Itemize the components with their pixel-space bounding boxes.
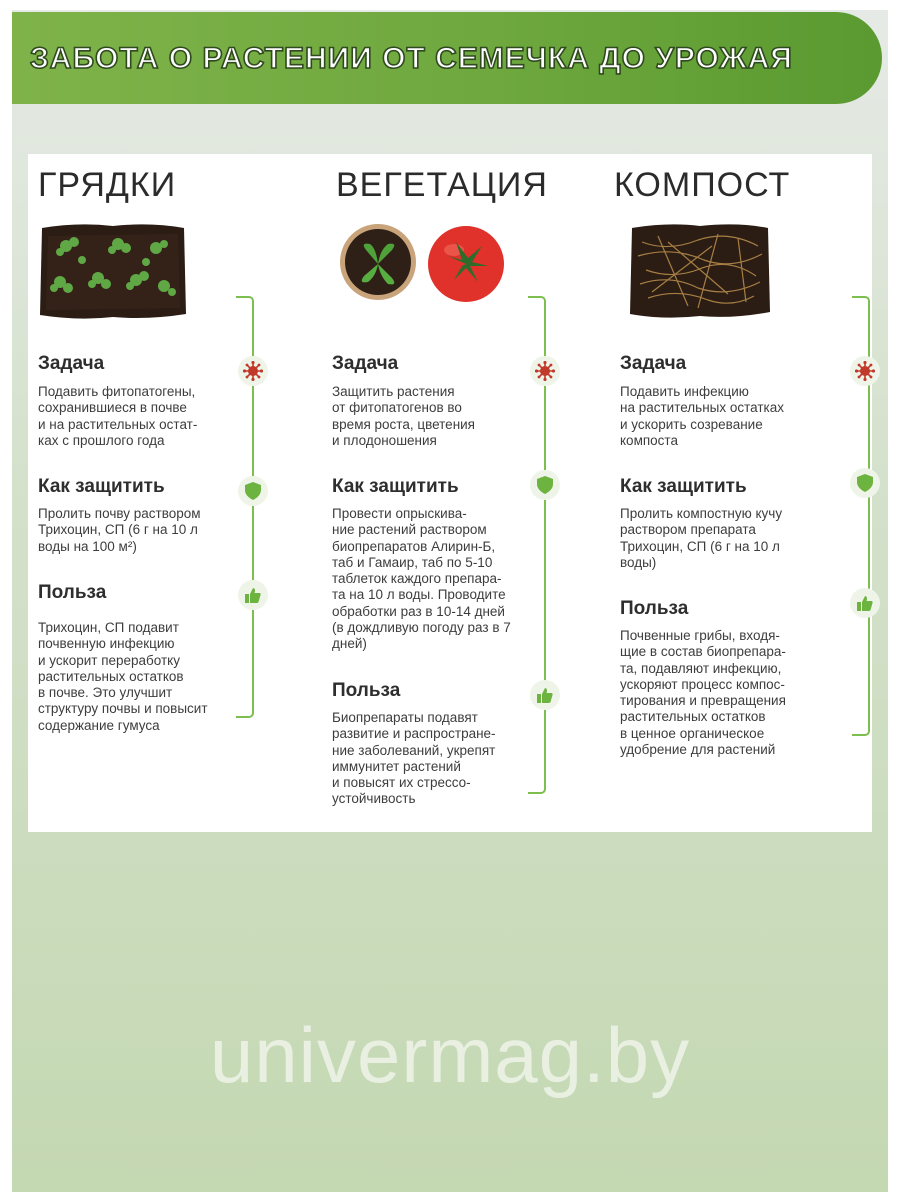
column-compost: [608, 154, 872, 832]
protect-heading: Как защитить: [620, 476, 747, 497]
column-beds: [28, 154, 308, 832]
task-heading: Задача: [38, 353, 105, 374]
shield-icon: [850, 468, 880, 498]
compost-image: [628, 222, 772, 320]
column-vegetation: [320, 154, 590, 832]
task-text: Подавить инфекцию на растительных остатках и ускорить созревание компоста: [620, 384, 785, 448]
benefit-heading: Польза: [332, 680, 401, 701]
task-heading: Задача: [620, 353, 687, 374]
column-title: ВЕГЕТАЦИЯ: [336, 166, 548, 204]
virus-icon: [530, 356, 560, 386]
task-text: Подавить фитопатогены, сохранившиеся в почве и на растительных остат- ках с прошлого года: [38, 384, 198, 448]
task-heading: Задача: [332, 353, 399, 374]
protect-text: Провести опрыскива- ние растений раствором биопрепаратов Алирин-Б, таб и Гамаир, таб по 5-10 таблеток каждого препара- та на 10 л воды. Проводите обработки раз в 10-14 дней (в дождливую погоду раз в 7 дней): [332, 506, 511, 652]
thumbs-up-icon: [850, 588, 880, 618]
seedlings-soil-image: [38, 222, 188, 322]
benefit-heading: Польза: [620, 598, 689, 619]
protect-heading: Как защитить: [38, 476, 165, 497]
benefit-heading: Польза: [38, 582, 107, 603]
virus-icon: [238, 356, 268, 386]
shield-icon: [238, 476, 268, 506]
watermark: univermag.by: [209, 1011, 691, 1099]
thumbs-up-icon: [530, 680, 560, 710]
column-title: КОМПОСТ: [614, 166, 791, 204]
task-text: Защитить растения от фитопатогенов во время роста, цветения и плодоношения: [332, 384, 475, 448]
page-title: ЗАБОТА О РАСТЕНИИ ОТ СЕМЕЧКА ДО УРОЖАЯ: [30, 42, 793, 75]
protect-text: Пролить почву раствором Трихоцин, СП (6 г на 10 л воды на 100 м²): [38, 506, 201, 554]
column-title: ГРЯДКИ: [38, 166, 177, 204]
benefit-text: Трихоцин, СП подавит почвенную инфекцию и ускорит переработку растительных остатков в почве. Это улучшит структуру почвы и повысит содержание гумуса: [38, 620, 208, 733]
seedling-pot-and-tomato-image: [338, 220, 510, 306]
protect-text: Пролить компостную кучу раствором препарата Трихоцин, СП (6 г на 10 л воды): [620, 506, 783, 570]
info-card: [28, 154, 872, 832]
benefit-text: Почвенные грибы, входя- щие в состав биопрепара- та, подавляют инфекцию, ускоряют процесс компос- тирования и превращения растительных остатков в ценное органическое удобрение для растений: [620, 628, 786, 758]
virus-icon: [850, 356, 880, 386]
shield-icon: [530, 470, 560, 500]
thumbs-up-icon: [238, 580, 268, 610]
protect-heading: Как защитить: [332, 476, 459, 497]
benefit-text: Биопрепараты подавят развитие и распростране- ние заболеваний, укрепят иммунитет растений и повысят их стрессо- устойчивость: [332, 710, 496, 807]
header-banner: [12, 12, 882, 104]
